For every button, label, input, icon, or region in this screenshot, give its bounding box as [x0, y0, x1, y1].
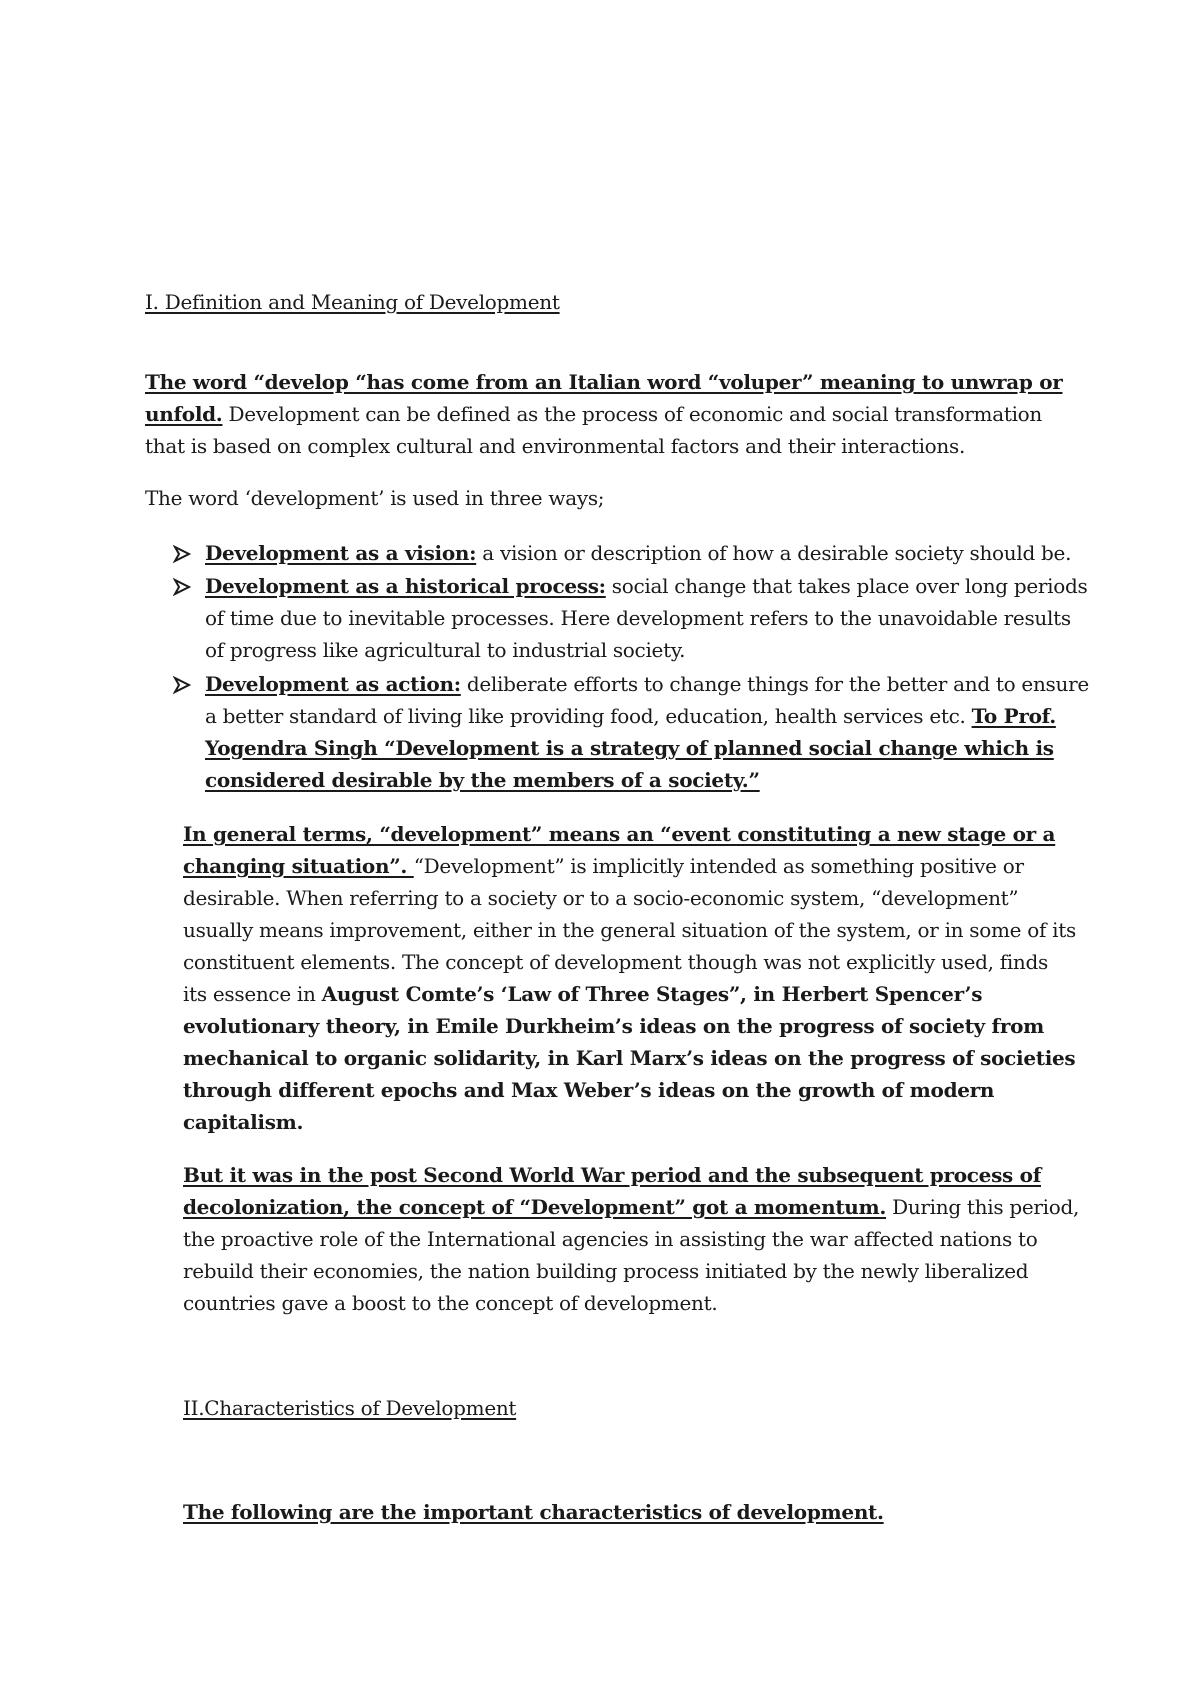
paragraph-3-line-2: [183, 854, 1024, 878]
paragraph-3-bold-text-end: changing situation”.: [183, 854, 414, 878]
bullet-3-text: deliberate efforts to change things for the better and to ensure: [460, 672, 1089, 696]
arrowhead-bullet-icon: [173, 676, 191, 694]
bullet-1-text: a vision or description of how a desirable society should be.: [476, 541, 1072, 565]
paragraph-4-text: During this period,: [886, 1195, 1080, 1219]
paragraph-1-text: Development can be defined as the process of economic and social transformation: [222, 402, 1043, 426]
paragraph-3-line-8: mechanical to organic solidarity, in Karl Marx’s ideas on the progress of societies: [183, 1046, 1076, 1070]
arrowhead-bullet-icon: [173, 578, 191, 596]
bullet-3-quote-line-2: considered desirable by the members of a society.”: [205, 768, 760, 792]
paragraph-4-line-2: [183, 1195, 1079, 1219]
paragraph-3-line-9: through different epochs and Max Weber’s ideas on the growth of modern: [183, 1078, 995, 1102]
paragraph-3-line-4: usually means improvement, either in the general situation of the system, or in some of its: [183, 918, 1076, 942]
paragraph-4-bold-text: But it was in the post Second World War period and the subsequent process of: [183, 1163, 1042, 1187]
paragraph-3-line-1: [183, 822, 1055, 846]
paragraph-3-line-5: constituent elements. The concept of development though was not explicitly used, finds: [183, 950, 1048, 974]
section-2-intro: The following are the important characteristics of development.: [183, 1500, 884, 1524]
bullet-3-quote-start: To Prof.: [971, 704, 1056, 728]
paragraph-1-line-2: [145, 402, 1042, 426]
paragraph-3-text-plain: its essence in: [183, 982, 322, 1006]
arrowhead-bullet-icon: [173, 545, 191, 563]
section-1-heading: I. Definition and Meaning of Development: [145, 290, 560, 314]
paragraph-3-line-7: evolutionary theory, in Emile Durkheim’s ideas on the progress of society from: [183, 1014, 1044, 1038]
bullet-1-label: Development as a vision:: [205, 541, 477, 565]
bullet-2-line-1: [205, 574, 1087, 598]
paragraph-1-line-3: that is based on complex cultural and environmental factors and their interactions.: [145, 434, 966, 458]
paragraph-3-bold-names: August Comte’s ‘Law of Three Stages”, in Herbert Spencer’s: [321, 982, 983, 1006]
bullet-3-quote-line-1: Yogendra Singh “Development is a strategy of planned social change which is: [205, 736, 1054, 760]
paragraph-3-line-6: [183, 982, 982, 1006]
paragraph-1-bold-text: The word “develop “has come from an Italian word “voluper” meaning to unwrap or: [145, 370, 1063, 394]
paragraph-3-line-3: desirable. When referring to a society or to a socio-economic system, “development”: [183, 886, 1019, 910]
paragraph-3-bold-text: In general terms, “development” means an “event constituting a new stage or a: [183, 822, 1056, 846]
paragraph-2: The word ‘development’ is used in three ways;: [145, 486, 605, 510]
bullet-1-line-1: [205, 541, 1071, 565]
paragraph-1-line-1: [145, 370, 1063, 394]
bullet-3-line-2: [205, 704, 1056, 728]
paragraph-4-line-3: the proactive role of the International agencies in assisting the war affected nations to: [183, 1227, 1038, 1251]
bullet-3-label: Development as action:: [205, 672, 461, 696]
bullet-2-line-3: of progress like agricultural to industrial society.: [205, 638, 686, 662]
paragraph-3-line-10: capitalism.: [183, 1110, 304, 1134]
bullet-3-text-cont: a better standard of living like providing food, education, health services etc.: [205, 704, 972, 728]
bullet-3-line-1: [205, 672, 1089, 696]
bullet-2-label: Development as a historical process:: [205, 574, 606, 598]
paragraph-4-line-1: [183, 1163, 1041, 1187]
paragraph-1-bold-text-end: unfold.: [145, 402, 223, 426]
bullet-2-text: social change that takes place over long periods: [605, 574, 1088, 598]
paragraph-4-bold-text-end: decolonization, the concept of “Development” got a momentum.: [183, 1195, 887, 1219]
section-2-heading: II.Characteristics of Development: [183, 1396, 517, 1420]
bullet-2-line-2: of time due to inevitable processes. Here development refers to the unavoidable results: [205, 606, 1071, 630]
paragraph-4-line-5: countries gave a boost to the concept of development.: [183, 1291, 718, 1315]
paragraph-4-line-4: rebuild their economies, the nation building process initiated by the newly liberalized: [183, 1259, 1029, 1283]
paragraph-3-text: “Development” is implicitly intended as something positive or: [413, 854, 1024, 878]
